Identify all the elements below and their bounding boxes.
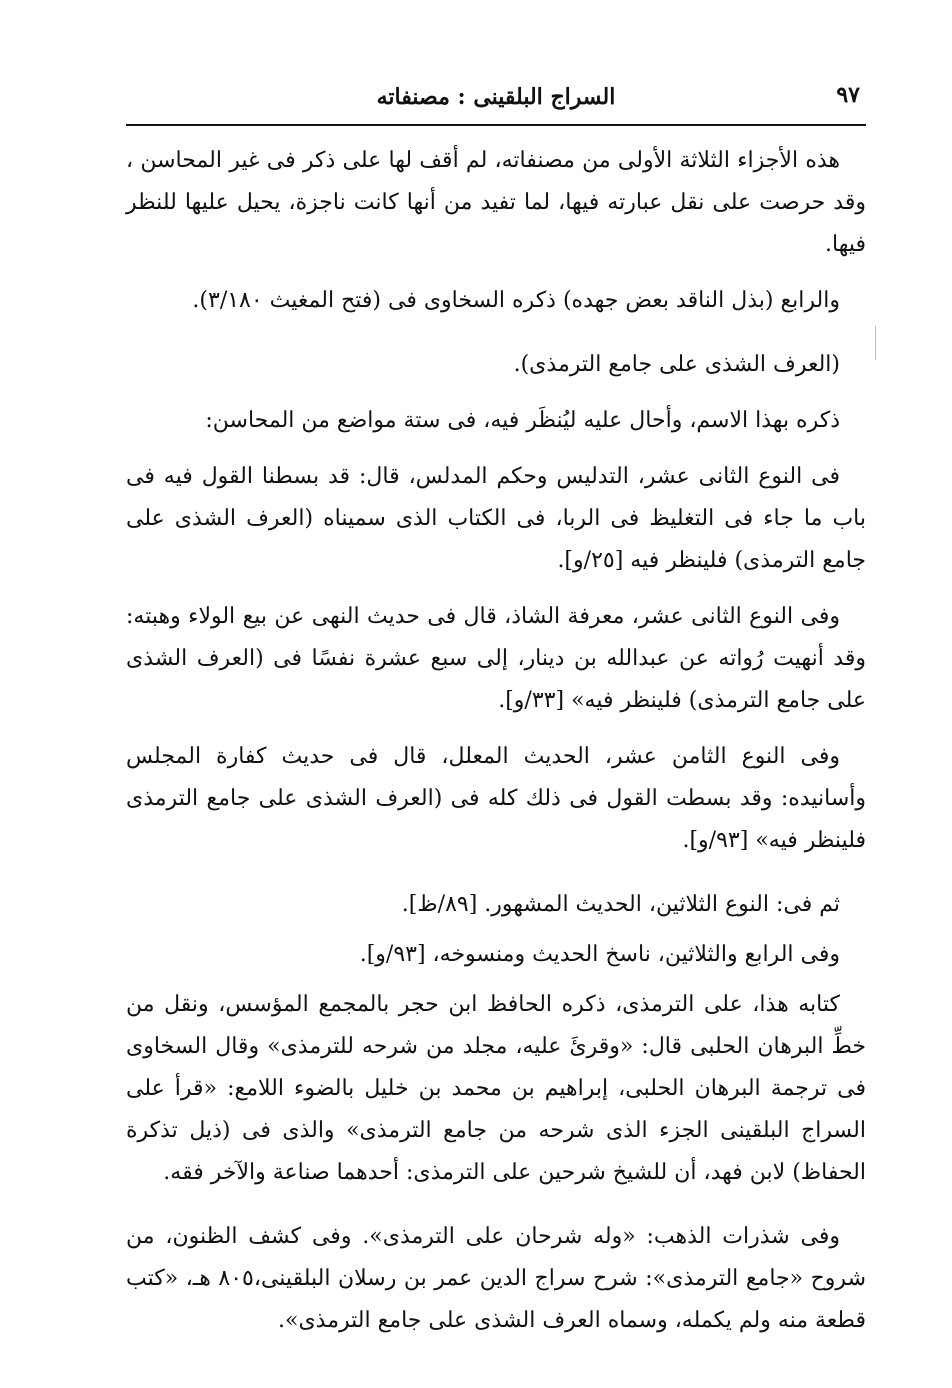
line-type-thirty: ثم فى: النوع الثلاثين، الحديث المشهور. [٨٩/ظ]. [401, 892, 840, 917]
header-rule [126, 124, 866, 126]
paragraph-type-twelve-shadh: وفى النوع الثانى عشر، معرفة الشاذ، قال فى حديث النهى عن بيع الولاء وهبته: وقد أنهيت رُواته عن عبدالله بن دينار، إلى سبع عشرة نفسًا فى (العرف الشذى على جامع الترمذى) فلينظر فيه» [٣٣/و]. [126, 604, 866, 713]
paragraph-fourth-work: والرابع (بذل الناقد بعض جهده) ذكره السخاوى فى (فتح المغيث ٣/١٨٠). [192, 288, 840, 313]
line-type-thirty-four: وفى الرابع والثلاثين، ناسخ الحديث ومنسوخه، [٩٣/و]. [359, 942, 840, 967]
paragraph-six-references: ذكره بهذا الاسم، وأحال عليه ليُنظَر فيه، فى ستة مواضع من المحاسن: [205, 408, 840, 433]
paragraph-type-twelve-tadlis: فى النوع الثانى عشر، التدليس وحكم المدلس، قال: قد بسطنا القول فيه فى باب ما جاء فى التغليظ فى الربا، فى الكتاب الذى سميناه (العرف الشذى على جامع الترمذى) فلينظر فيه [٢٥/و]. [126, 464, 866, 573]
page-body [126, 140, 866, 1356]
page-number: ٩٧ [836, 82, 860, 108]
paragraph-parts-one-to-three: هذه الأجزاء الثلاثة الأولى من مصنفاته، لم أقف لها على ذكر فى غير المحاسن ، وقد حرصت على نقل عبارته فيها، لما تفيد من أنها كانت ناجزة، يحيل عليها للنظر فيها. [126, 148, 866, 257]
paragraph-type-eighteen-muallal: وفى النوع الثامن عشر، الحديث المعلل، قال فى حديث كفارة المجلس وأسانيده: وقد بسطت القول فى ذلك كله فى (العرف الشذى على جامع الترمذى فلينظر فيه» [٩٣/و]. [126, 744, 866, 853]
section-heading-al-urf-al-shadhi: (العرف الشذى على جامع الترمذى). [513, 352, 840, 377]
margin-mark [875, 326, 876, 360]
running-title: السراج البلقينى : مصنفاته [376, 84, 616, 110]
paragraph-ibn-hajar-mention: كتابه هذا، على الترمذى، ذكره الحافظ ابن حجر بالمجمع المؤسس، ونقل من خطِّ البرهان الحلبى قال: «وقرئَ عليه، مجلد من شرحه للترمذى» وقال السخاوى فى ترجمة البرهان الحلبى، إبراهيم بن محمد بن خليل بالضوء اللامع: «قرأ على السراج البلقينى الجزء الذى شرحه من جامع الترمذى» والذى فى (ذيل تذكرة الحفاظ) لابن فهد، أن للشيخ شرحين على الترمذى: أحدهما صناعة والآخر فقه. [126, 992, 866, 1185]
paragraph-shadharat-kashf: وفى شذرات الذهب: «وله شرحان على الترمذى». وفى كشف الظنون، من شروح «جامع الترمذى»: شرح سراج الدين عمر بن رسلان البلقينى،٨٠٥ هـ، «كتب قطعة منه ولم يكمله، وسماه العرف الشذى على جامع الترمذى». [126, 1224, 867, 1333]
page-header [126, 78, 866, 122]
